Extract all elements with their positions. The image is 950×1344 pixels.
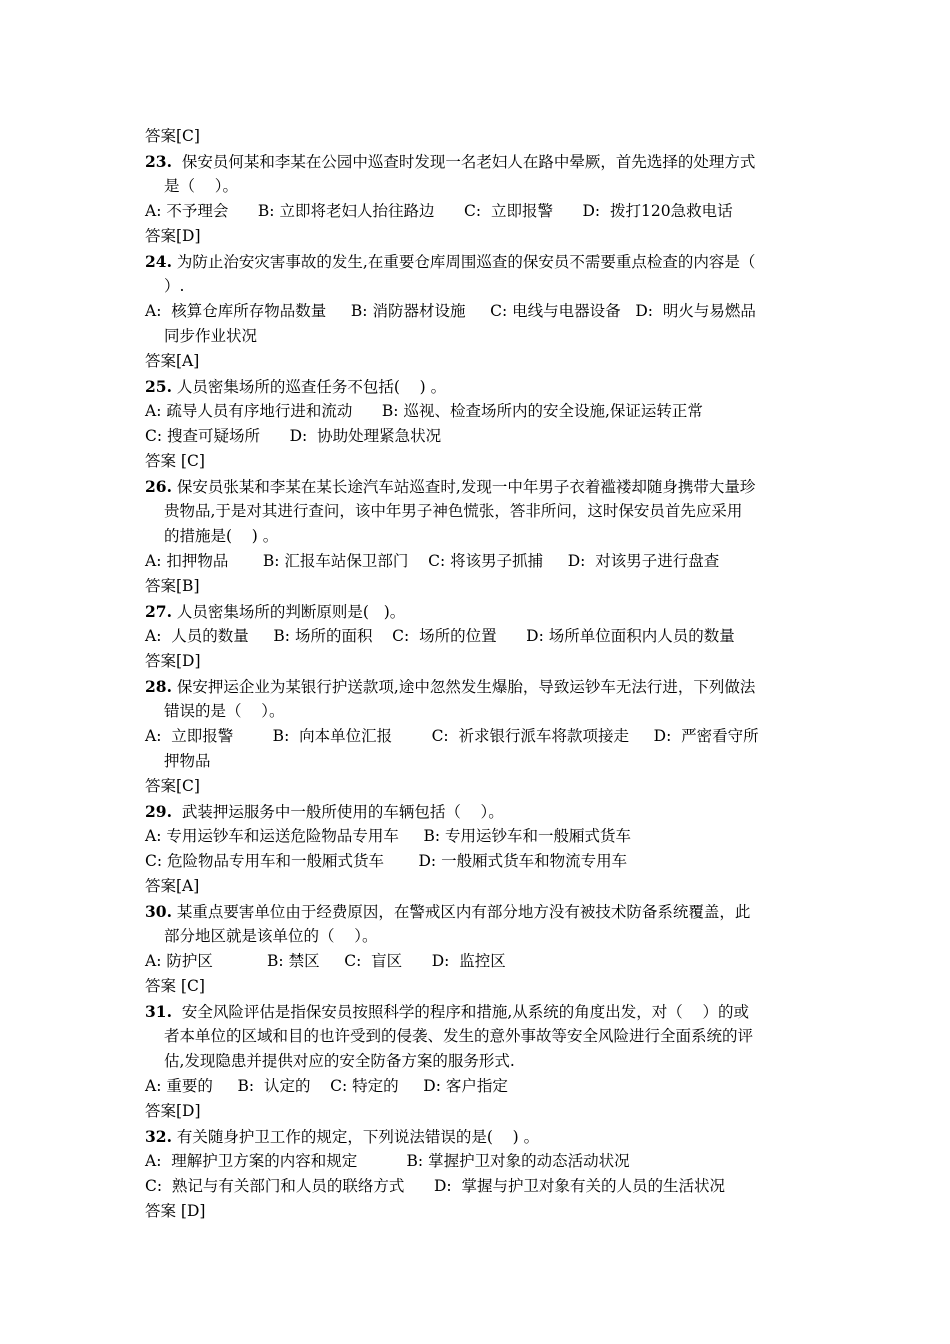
answer-line [145, 1099, 810, 1124]
text-line [145, 849, 810, 874]
line-text: 的措施是( ) 。 [164, 527, 279, 545]
question-line [145, 999, 810, 1024]
line-text: 答案[B] [145, 577, 200, 595]
answer-line [145, 874, 810, 899]
line-text: 某重点要害单位由于经费原因，在警戒区内有部分地方没有被技术防备系统覆盖，此 [171, 903, 751, 921]
line-text: 贵物品,于是对其进行查问，该中年男子神色慌张，答非所问，这时保安员首先应采用 [164, 502, 743, 520]
text-line [145, 1174, 810, 1199]
line-text: A: 专用运钞车和运送危险物品专用车 B: 专用运钞车和一般厢式货车 [145, 827, 632, 845]
line-text: 答案[A] [145, 877, 200, 895]
text-line [145, 749, 810, 774]
question-line [145, 599, 810, 624]
answer-line [145, 649, 810, 674]
text-line [145, 1049, 810, 1074]
question-line [145, 149, 810, 174]
line-text: A: 核算仓库所存物品数量 B: 消防器材设施 C: 电线与电器设备 D: 明火与易燃品 [145, 302, 756, 320]
line-text: 为防止治安灾害事故的发生,在重要仓库周围巡查的保安员不需要重点检查的内容是（ [171, 253, 756, 271]
answer-line [145, 774, 810, 799]
answer-line [145, 974, 810, 999]
line-text: 答案[C] [145, 777, 200, 795]
line-text: A: 人员的数量 B: 场所的面积 C: 场所的位置 D: 场所单位面积内人员的数量 [145, 627, 735, 645]
question-number: 23. [145, 152, 172, 171]
text-line [145, 924, 810, 949]
question-line [145, 474, 810, 499]
line-text: C: 危险物品专用车和一般厢式货车 D: 一般厢式货车和物流专用车 [145, 852, 628, 870]
text-line [145, 1074, 810, 1099]
question-line [145, 249, 810, 274]
line-text: 武装押运服务中一般所使用的车辆包括（ ）。 [171, 803, 504, 821]
text-line [145, 724, 810, 749]
question-number: 30. [145, 902, 172, 921]
answer-line [145, 1199, 810, 1224]
text-line [145, 824, 810, 849]
line-text: 错误的是（ ）。 [164, 702, 285, 720]
text-line [145, 174, 810, 199]
text-line [145, 1024, 810, 1049]
answer-line [145, 349, 810, 374]
text-line [145, 1149, 810, 1174]
text-line [145, 324, 810, 349]
question-number: 28. [145, 677, 172, 696]
line-text: A: 不予理会 B: 立即将老妇人抬往路边 C: 立即报警 D: 拨打120急救电话 [145, 202, 733, 220]
answer-line [145, 574, 810, 599]
text-line [145, 499, 810, 524]
text-line [145, 699, 810, 724]
text-line [145, 949, 810, 974]
question-number: 29. [145, 802, 172, 821]
line-text: 有关随身护卫工作的规定，下列说法错误的是( ) 。 [171, 1128, 540, 1146]
text-line [145, 199, 810, 224]
question-line [145, 799, 810, 824]
line-text: A: 理解护卫方案的内容和规定 B: 掌握护卫对象的动态活动状况 [145, 1152, 630, 1170]
line-text: C: 熟记与有关部门和人员的联络方式 D: 掌握与护卫对象有关的人员的生活状况 [145, 1177, 726, 1195]
line-text: ）. [164, 277, 185, 295]
question-number: 26. [145, 477, 172, 496]
text-line [145, 399, 810, 424]
question-number: 25. [145, 377, 172, 396]
line-text: 人员密集场所的巡查任务不包括( ) 。 [171, 378, 447, 396]
text-line [145, 549, 810, 574]
line-text: 保安员何某和李某在公园中巡查时发现一名老妇人在路中晕厥，首先选择的处理方式 [171, 153, 756, 171]
line-text: 答案[A] [145, 352, 200, 370]
line-text: 答案 [D] [145, 1202, 206, 1220]
line-text: 答案[C] [145, 127, 200, 145]
text-line [145, 524, 810, 549]
line-text: 人员密集场所的判断原则是( )。 [171, 603, 406, 621]
line-text: 者本单位的区域和目的也许受到的侵袭、发生的意外事故等安全风险进行全面系统的评 [164, 1027, 754, 1045]
line-text: 答案 [C] [145, 977, 205, 995]
question-number: 32. [145, 1127, 172, 1146]
answer-line [145, 124, 810, 149]
line-text: 同步作业状况 [164, 327, 258, 345]
line-text: A: 疏导人员有序地行进和流动 B: 巡视、检查场所内的安全设施,保证运转正常 [145, 402, 703, 420]
line-text: 答案[D] [145, 652, 201, 670]
line-text: 押物品 [164, 752, 211, 770]
line-text: 答案[D] [145, 227, 201, 245]
question-number: 24. [145, 252, 172, 271]
line-text: 估,发现隐患并提供对应的安全防备方案的服务形式. [164, 1052, 515, 1070]
line-text: A: 重要的 B: 认定的 C: 特定的 D: 客户指定 [145, 1077, 508, 1095]
line-text: 是（ ）。 [164, 177, 238, 195]
text-line [145, 299, 810, 324]
text-line [145, 274, 810, 299]
question-number: 31. [145, 1002, 172, 1021]
line-text: 答案[D] [145, 1102, 201, 1120]
question-line [145, 899, 810, 924]
line-text: 答案 [C] [145, 452, 205, 470]
text-line [145, 424, 810, 449]
line-text: A: 立即报警 B: 向本单位汇报 C: 祈求银行派车将款项接走 D: 严密看守所 [145, 727, 759, 745]
line-text: 保安押运企业为某银行护送款项,途中忽然发生爆胎，导致运钞车无法行进，下列做法 [171, 678, 756, 696]
line-text: 保安员张某和李某在某长途汽车站巡查时,发现一中年男子衣着褴褛却随身携带大量珍 [171, 478, 756, 496]
question-line [145, 374, 810, 399]
answer-line [145, 449, 810, 474]
text-line [145, 624, 810, 649]
question-line [145, 674, 810, 699]
line-text: 部分地区就是该单位的（ ）。 [164, 927, 378, 945]
line-text: A: 防护区 B: 禁区 C: 盲区 D: 监控区 [145, 952, 506, 970]
answer-line [145, 224, 810, 249]
line-text: C: 搜查可疑场所 D: 协助处理紧急状况 [145, 427, 442, 445]
line-text: 安全风险评估是指保安员按照科学的程序和措施,从系统的角度出发，对（ ）的或 [171, 1003, 749, 1021]
document-body [145, 124, 810, 1224]
question-line [145, 1124, 810, 1149]
line-text: A: 扣押物品 B: 汇报车站保卫部门 C: 将该男子抓捕 D: 对该男子进行盘查 [145, 552, 720, 570]
question-number: 27. [145, 602, 172, 621]
